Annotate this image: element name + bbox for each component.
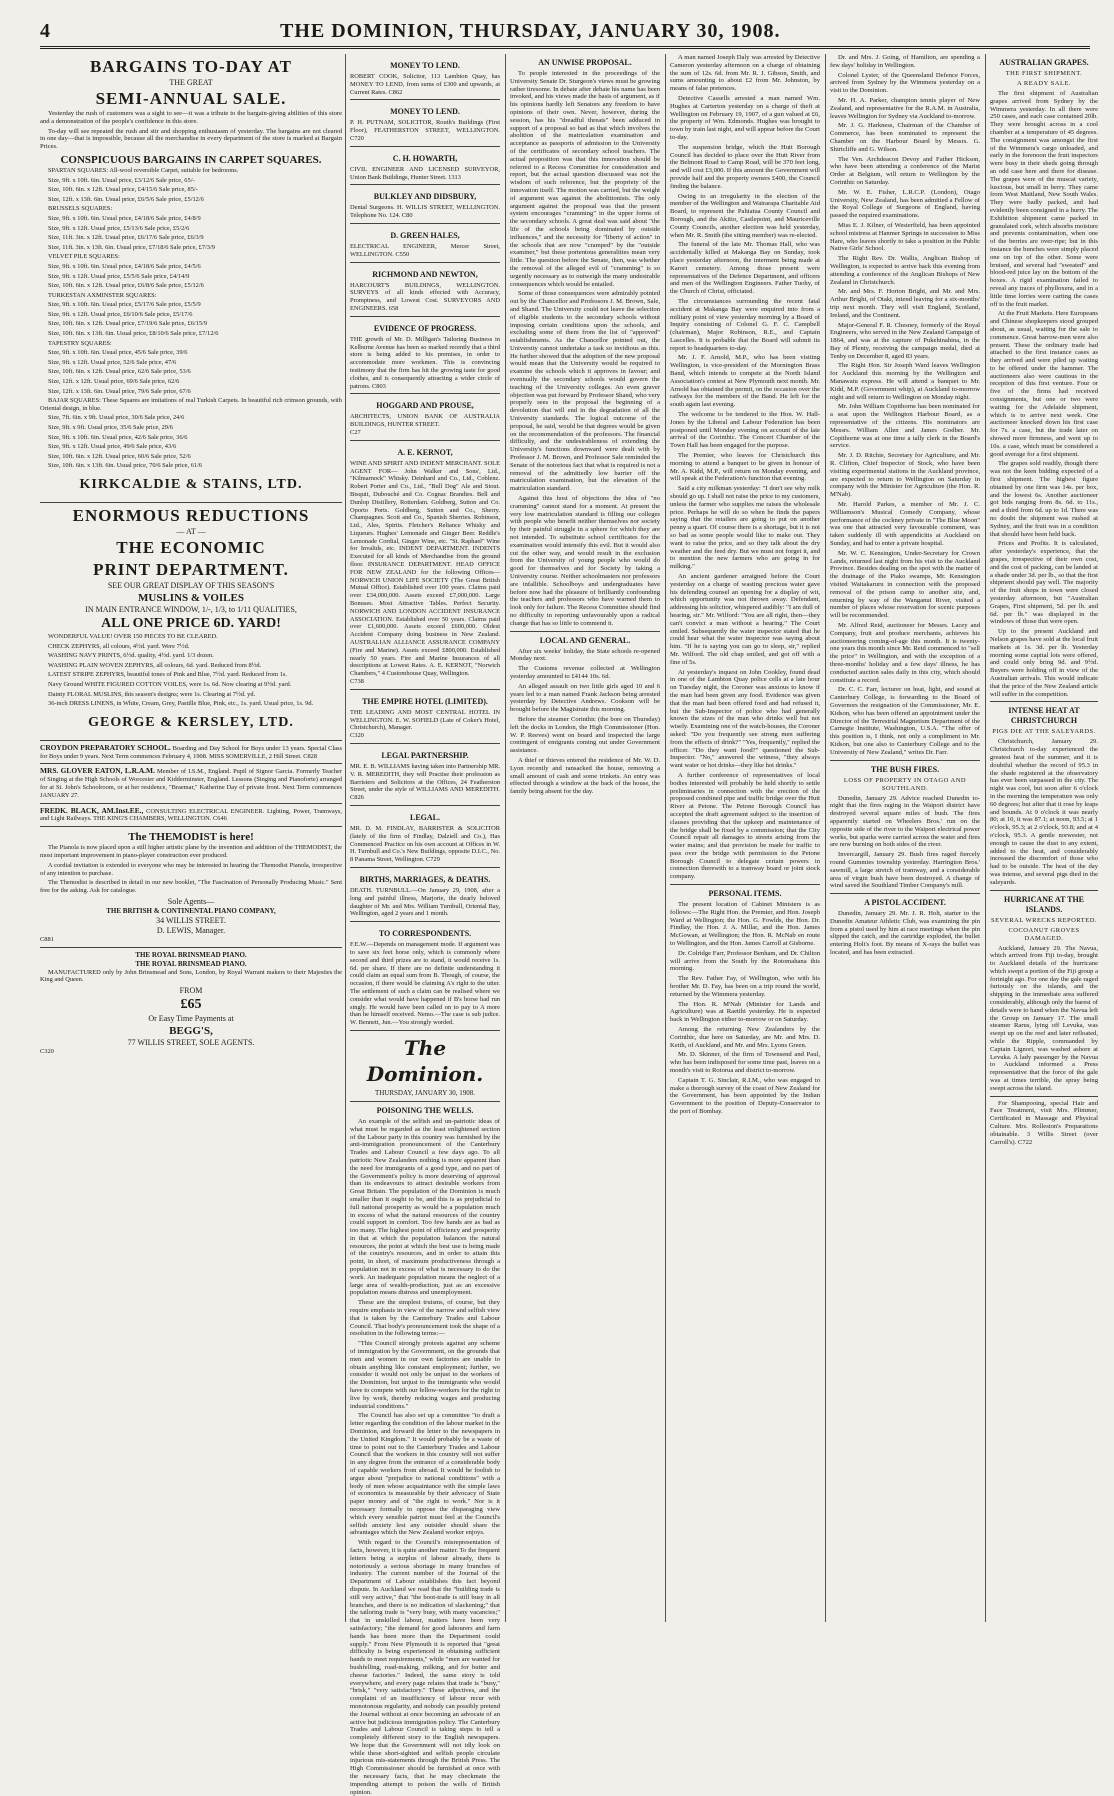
news-paragraph: A thief or thieves entered the residence of Mr. W. D. Lyon recently and ransacked the house, removing a small amount of cash and some trinkets. An entry was effected through a window at the back of the house, the family being absent for the day. xyxy=(510,756,660,796)
masthead xyxy=(40,20,1090,49)
price-line: Size, 12ft. x 13ft. 6in. Usual price, 79/6 Sale price, 67/6 xyxy=(48,387,191,395)
newspaper-nameplate: The Dominion. xyxy=(366,1035,484,1086)
classified-ad xyxy=(350,100,500,146)
classified-ad xyxy=(350,263,500,317)
news-paragraph: Owing to an irregularity in the election of the member of the Wellington and Wairarapa Charitable Aid Board, to represent the Pahiatua County Council and Borough, and the Akitio, Castlepoint, and Mauriceville County Councils, another election was held yesterday, when Mr. R. Smith (the sitting member) was re-elected. xyxy=(670,192,820,239)
news-paragraph: At yesterday's inquest on John Cookley, found dead in one of the Lambton Quay police cells at a late hour on Tuesday night, the Coroner was anxious to know if the man had been given any food. Evidence was given that the man had been offered food and had refused it, but the Sub-Inspector of police who had generally known the sizes of the man who drinks well but not wisely. Examining one of the watch-houses, the Coroner asked: "Do you frequently see strong men suffering from the effects of drink?" "Yes, frequently," replied the officer. "Do they want food?" questioned the Sub-Inspector. "No," answered the witness, "they always want water or hot drinks—they like hot drinks." xyxy=(670,668,820,770)
article-paragraph: Up to the present Auckland and Nelson grapes have sold at the local fruit markets at 1s. 3d. per lb. Yesterday morning some capital lots were offered, and could only bring 9d. and 9½d. Buyers were holding off in view of the Australian arrivals. This would indicate that the price of the New Zealand article will suffer in the competition. xyxy=(990,628,1098,698)
ad-body: P. H. PUTNAM, SOLICITOR, Routh's Buildings (First Floor), FEATHERSTON STREET, WELLINGTON. C720 xyxy=(350,119,500,142)
price-line: Size, 9ft. x 12ft. Usual price, £5/13/6 Sale price, £5/2/6 xyxy=(48,224,190,232)
classified-ad xyxy=(350,394,500,440)
price-line: Size, 12ft. x 13ft. 6in. Usual price, £6/5/6 Sale price, £5/12/6 xyxy=(48,195,204,203)
black-engineer-ad xyxy=(40,804,342,828)
price-line: Size, 9ft. x 10ft. 6in. Usual price, 45/6 Sale price, 39/6 xyxy=(48,349,188,357)
classified-ads xyxy=(350,54,500,1031)
price-line: Size, 11ft. 3in. x 13ft. 6in. Usual price, £7/18/6 Sale price, £7/3/9 xyxy=(48,243,215,251)
classified-ad xyxy=(350,922,500,1031)
price-line: TAPESTRY SQUARES: xyxy=(48,339,112,347)
price-line: VELVET PILE SQUARES: xyxy=(48,253,120,261)
price-line: Size, 11ft. 3in. x 12ft. Usual price, £6/17/6 Sale price, £6/3/9 xyxy=(48,234,204,242)
ad-heading: THE EMPIRE HOTEL (LIMITED). xyxy=(362,696,488,706)
ad-heading: BIRTHS, MARRIAGES, & DEATHS. xyxy=(359,874,491,884)
price-line: 36-inch DRESS LINENS, in White, Cream, Grey, Pastille Blue, Pink, etc., 1s. yard. Usual price, 1s. 9d. xyxy=(48,700,314,708)
ad-body: HARCOURT'S BUILDINGS, WELLINGTON. SURVEYS of all kinds effected with Accuracy, Promptness, and Lowest Cost. SURVEYORS AND ENGINEERS. 658 xyxy=(350,281,500,312)
article-subheading: THE FIRST SHIPMENT. xyxy=(1005,70,1083,77)
editorial-body xyxy=(350,1118,500,1796)
personal-paragraph: Colonel Lyster, of the Queensland Defence Forces, arrived from Sydney by the Wimmera yesterday on a visit to the Dominion. xyxy=(830,71,980,95)
personal-paragraph: Mr. and Mrs. F. Horton Bright, and Mr. and Mrs. Arthur Bright, of Otaki, intend leaving for a six-months' trip next month. They will visit England, Scotland, Ireland, and the Continent. xyxy=(830,288,980,319)
article-heading: HURRICANE AT THE ISLANDS. xyxy=(1003,894,1085,914)
price-line: Navy Ground WHITE FIGURED COTTON VOILES, were 1s. 6d. Now clearing at 9½d. yard. xyxy=(48,680,292,688)
ad-heading: MRS. GLOVER EATON, L.R.A.M. xyxy=(40,766,155,776)
price-line: BAJAR SQUARES: These Squares are imitations of real Turkish Carpets. In beautiful rich crimson grounds, with Oriental design, in blue. xyxy=(40,397,342,412)
ad-agents: Sole Agents— xyxy=(167,896,215,906)
classified-ad xyxy=(350,147,500,186)
article-paragraph: Dunedin, January 29. Mr. J. R. Holt, starter to the Dunedin Amateur Athletic Club, was examining the pin from a pistol used by him at race meetings when the pin slipped the catch, and the cartridge exploded, the bullet entering Holt's foot. By means of X-rays the bullet was located, and has been extracted. xyxy=(830,910,980,957)
ad-heading: C. H. HOWARTH, xyxy=(392,153,458,163)
price-line: Size, 10ft. 6in. x 13ft. 6in. Usual price, 70/6 Sale price, 61/6 xyxy=(48,462,203,470)
personal-items-cont xyxy=(830,54,980,757)
ad-body: MR. E. B. WILLIAMS having taken into Partnership MR. V. R. MEREDITH, they will Practise their profession as Barristers and Solicitors at the Offices, 24 Featherston Street, under the style of WILLIAMS AND MEREDITH. C826 xyxy=(350,763,500,802)
ad-title: THE ROYAL BRINSMEAD PIANO. xyxy=(135,950,247,959)
croydon-school-ad xyxy=(40,741,342,765)
article-subheading: LOSS OF PROPERTY IN OTAGO AND SOUTHLAND. xyxy=(843,776,967,792)
ad-paragraph: The Pianola is now placed upon a still higher artistic plane by the invention and addition of the THEMODIST, the most important improvement in piano-player construction ever produced. xyxy=(40,844,342,859)
ad-code: C320 xyxy=(350,732,364,740)
ad-heading: LEGAL PARTNERSHIP. xyxy=(381,751,469,761)
personal-paragraph: Mr. John William Copithorne has been nominated for a seat upon the Wellington Harbour Board, as a representative of the citizens. His nominators are Messrs. William Allen and James Godber. Mr. Copithorne was at one time a tally clerk in the Board's service. xyxy=(830,403,980,450)
ad-the: THE GREAT xyxy=(169,78,213,87)
news-paragraph: The welcome to be tendered to the Hon. W. Hall-Jones by the Liberal and Labour Federation has been postponed until Monday evening on account of the late arrival of the Corinthic. The Concert Chamber of the Town Hall has been engaged for the purpose. xyxy=(670,411,820,450)
column-rule xyxy=(345,54,346,1622)
personal-paragraph: Mr. W. E. Fisher, L.R.C.P. (London), Otago University, New Zealand, has been admitted a Fellow of the Royal College of Surgeons of England, having passed the required examinations. xyxy=(830,188,980,220)
article-body xyxy=(990,90,1098,698)
article-heading: A PISTOL ACCIDENT. xyxy=(864,898,946,908)
article-paragraph: To people interested in the proceedings of the University Senate Dr. Sturgeon's views must be growing rather tiresome. In debate after debate his name has been invoked, and his views made the basis of argument, as if his opinions hardly left Senators any freedom to have opinions of their own. Never, however, during the session, has his "dreadful threats" been adduced in support of a proposal so bad as that which involves the abolition of the matriculation examination and acceptance as passports of admission to the University of the certificates of secondary school teachers. The actual proposition was that this innovation should be referred to a Recess Committee for consideration and report, but the actual question discussed was not the wisdom of such reference, but the propriety of the innovation itself. The motion was carried, but the weight of argument was against the abolitionists. The only argument against the proposal was that the present system encourages "cramming" in the upper forms of the secondary schools. A great deal was said about "the life of the schools being dominated by outside influences," and the necessity for "liberty of action" in the schools that are now "cramped" by the "outside examiner," but these portentous generalities mean very little. The question before the Senate, then, was whether the removal of the alleged evil of "cramming" is so urgently necessary as to outweigh the many undesirable consequences which would be entailed. xyxy=(510,70,660,288)
classified-ad xyxy=(350,54,500,100)
ad-code: C646 xyxy=(213,815,227,823)
firm-name: GEORGE & KERSLEY, LTD. xyxy=(88,714,294,730)
column-6 xyxy=(990,54,1098,1622)
article-heading: AUSTRALIAN GRAPES. xyxy=(999,58,1089,67)
ad-heading: FREDK. BLACK, AM.Inst.EE., xyxy=(40,805,144,815)
article-paragraph: Auckland, January 29. The Navua, which arrived from Fiji to-day, brought to Auckland details of the hurricane which swept a portion of the Fiji group a fortnight ago. For one day the gale raged furiously on the islands, and the shipping in the immediate area suffered considerably, although only the barest of details were to hand when the Navua left the Group on January 17. The small steamer Rarus, lying off Levuka, was swept up on the reef and later refloated, while the Ripple, commanded by Captain Lignori, was washed ashore at Levuka. A lady passenger by the Navua to Auckland informed a Press representative that the force of the gale was at times terrible, the spray being swept across the island. xyxy=(990,944,1098,1092)
ad-body: ARCHITECTS, UNION BANK OF AUSTRALIA BUILDINGS, HUNTER STREET. xyxy=(350,413,500,429)
ad-paragraph: The Themodist is described in detail in our new booklet, "The Fascination of Personally Producing Music." Sent free for the asking. Ask for catalogue. xyxy=(40,879,342,895)
article-paragraph: Invercargill, January 29. Bush fires raged fiercely round Gummies township yesterday. Harrington Bros.' sawmill, a large stretch of tramway, and a considerable area of virgin bush have been destroyed. A change of wind saved the Southland Timber Company's mill. xyxy=(830,851,980,890)
editorial-paragraph: With regard to the Council's misrepresentation of facts, however, it is quite another matter. To the frequent letters being a surplus of labour already, there is notoriously a serious shortage in many branches of industry. The current number of the Journal of the Department of Labour establishes this fact beyond dispute. In Auckland we read that the "building trade is still very active," that "the boot-trade is still busy in all branches, and there is no indication of slackening;" that the tailoring trade is "very busy, with many vacancies;" that in unskilled labour, matters have been very satisfactory; "the demand for good labourers and farm hands has been more than the Department could supply." From New Plymouth it is reported that "great difficulty is being experienced in obtaining sufficient hands to meet requirements," while "men are wanted for bushfelling, road-making, milking, and for butter and cheese factories." Indeed, the same story is told everywhere, and every page relates that trade is "busy," "brisk," "very satisfactory." These adjectives, and the complaint of an insufficiency of labour recur with monotonous regularity, and nobody can possibly pretend the Journal without at once becoming an advocate of an active but judicious immigration policy. The Canterbury Trades and Labour Council is taking steps to tell a completely different story to the English newspapers. We hope that the Government will not idly look on while these short-sighted and selfish people circulate injurious mis-statements through the British Press. The High Commissioner should be furnished at once with the necessary facts, that he may checkmate the impending attempt to poison the wells of British opinion. xyxy=(350,1539,500,1796)
ad-code: C738 xyxy=(350,678,364,686)
price-list xyxy=(40,633,342,708)
news-paragraph: Said a city milkman yesterday: "I don't see why milk should go up. I shall not raise the price to my customers, unless the farmer who supplies me raises the wholesale price. Perhaps he will do so when he finds the papers saying that the retailers are going to put on another penny a quart. Of course there is a shortage, but it is not so bad as some people would like to make out. They want to raise the price, and so they talk about the dry weather and the feed dry. But we must not forget it, and to mention the new farmers who are going in for milking." xyxy=(670,485,820,571)
article-subheading: SEVERAL WRECKS REPORTED. xyxy=(990,916,1098,924)
price-line: Size, 9ft. x 10ft. 6in. Usual price, £3/12/6 Sale price, 65/- xyxy=(48,176,195,184)
price-line: Size, 10ft. 6in. x 12ft. Usual price, 60/6 Sale price, 52/6 xyxy=(48,452,191,460)
ad-heading: MUSLINS & VOILES xyxy=(138,591,244,604)
price-line: Size, 10ft. 6in. x 12ft. Usual price, £6/8/6 Sale price, £5/12/6 xyxy=(48,282,204,290)
ad-heading: CONSPICUOUS BARGAINS IN CARPET SQUARES. xyxy=(60,153,322,166)
personal-paragraph: Mr. J. G. Harkness, Chairman of the Chamber of Commerce, has been nominated to represent the Chamber on the Harbour Board by Messrs. G. Shirtcliffe and G. Wilson. xyxy=(830,122,980,153)
ad-code: C320 xyxy=(40,1048,54,1056)
ad-subtitle-2: PRINT DEPARTMENT. xyxy=(93,559,289,579)
ad-heading: CROYDON PREPARATORY SCHOOL. xyxy=(40,742,171,752)
editorial-heading: POISONING THE WELLS. xyxy=(376,1105,474,1115)
news-paragraph: The suspension bridge, which the Hutt Borough Council has decided to place over the Hutt River from the Belmont Road to Camp Road, will be 370 feet long, and will cost £3,000. If this amount the Government will provide half and the property owners £400, the Council finding the balance. xyxy=(670,143,820,190)
ad-subtitle: THE ECONOMIC xyxy=(116,537,266,557)
article-heading: AN UNWISE PROPOSAL. xyxy=(538,58,632,67)
personal-paragraph: Dr. Colridge Farr, Professor Benham, and Dr. Chilton will arrive from the South by the Rotomahana this morning. xyxy=(670,949,820,973)
ad-paragraph: To-day will see repeated the rush and stir and shopping enthusiasm of yesterday. The bargains are not cleared in one day—that is impossible, because all the merchandise in every department of the store is marked at Bargain Prices. xyxy=(40,127,342,151)
ad-body: Member of I.S.M., England. Pupil of Signor Garcia. Formerly Teacher of Singing at the High Schools of Worcester and Kidderminster, England. Lessons (Singing and Pianoforte) arranged for at St. John's Schoolroom, or at her residence, "Braemar," Katherine Day of private front. Next Term commences JANUARY 27. xyxy=(40,768,342,799)
ad-body: Dental Surgeons. H. WILLIS STREET, WELLINGTON. Telephone No. 124. C80 xyxy=(350,204,500,220)
personal-paragraph: The Ven. Archdeacon Devoy and Father Hickson, who have been attending a conference of the Marist Order at Belgium, will return to Wellington by the Corinthic on Saturday. xyxy=(830,155,980,186)
article-heading: THE BUSH FIRES. xyxy=(870,764,940,774)
themodist-ad xyxy=(40,827,342,948)
price-line: Size, 9ft. x 10ft. 6in. Usual price, £4/18/6 Sale price, £4/8/9 xyxy=(48,214,201,222)
personal-paragraph: Among the returning New Zealanders by the Corinthic, due here on Saturday, are Mr. and Mrs. D. Keith, of Auckland, and Mr. and Mrs. Lyons Green. xyxy=(670,1026,820,1049)
price-line: BRUSSELS SQUARES: xyxy=(48,205,113,213)
ad-window-text: IN MAIN ENTRANCE WINDOW, 1/-, 1/3, to 1/11 QUALITIES, xyxy=(85,604,297,614)
article-paragraph: At the Fruit Markets. Here Europeans and Chinese shopkeepers stood grouped about, as usual, waiting for the sale to commence. Great barrow-men were also present. These the ordinary trade had attached to the first instance cases as they arrived and were piled up waiting to be offered under the hammer. The auctioneers also were cautious in the reception of this first venture. Four or five of the firms had received consignments, but one or two were waiting for the Adelaide shipment, which is to arrive next week. One auctioneer knocked down his first case for 7s. a case, but the trade later on showed more firmness, and went up to 10s. a case, which must be considered a good average for a first shipment. xyxy=(990,310,1098,458)
news-paragraph: A man named Joseph Daly was arrested by Detective Cameron yesterday afternoon on a charge of obtaining the sum of 12s. 6d. from Mr. R. J. Gibson, Smith, and sums amounting to about £2 from Mr. Johnston, by means of false pretences. xyxy=(670,54,820,93)
firm-address: 77 WILLIS STREET, SOLE AGENTS. xyxy=(127,1038,255,1048)
personal-paragraph: The Rev. Father Fay, of Wellington, who with his brother Mr. D. Fay, has been on a trip round the world, returned by the Wimmera yesterday. xyxy=(670,975,820,998)
ad-title: BARGAINS TO-DAY AT xyxy=(90,57,292,76)
personal-paragraph: Mr. Harold Parkes, a member of Mr. J. C. Williamson's Musical Comedy Company, whose performance of the cockney private in "The Blue Moon" was one that attracted very favourable comment, was taken suddenly ill with appendicitis at Auckland on Sunday, and had to enter a private hospital. xyxy=(830,501,980,548)
ad-body: WINE AND SPIRIT AND INDENT MERCHANT. SOLE AGENT FOR— John Walker and Sons', Ltd., "Kilmarnock" Whisky. Deinhard and Co., Ltd., Coblenz. Robert Porter and Co., Ltd., "Bull Dog" Ale and Stout. Bisquit, Dubouché and Co. Cognac Brandies. Bell and Dunlop Distillery, Rotterdam. Goldberg, Sutton and Co. Oporto Ports. Goldberg, Sutton and Co., Sherry. Champagnes. Scott and Co., Spanish Sherries. Robinson, Ltd., Ales, Spirits. Fletcher's Reliance Whisky and Liqueurs. Hughes' Lemonade and Ginger Beer. Reddle's Lemonade Cordial, Ginger Wine, etc. "St. Raphael" Wine for Invalids, etc. INDENT DEPARTMENT. INDENTS Executed for all kinds of Merchandise from the ground floor. INSURANCE DEPARTMENT. HEAD OFFICE FOR NEW ZEALAND for the following Offices— NORWICH UNION LIFE SOCIETY (The Great British Mutual Office). Established over 100 years. Claims paid over £34,000,000. Assets exceed £7,000,000. Large Bonuses. Most Attractive Tables. Perfect Security. NORWICH AND LONDON ACCIDENT INSURANCE ASSOCIATION. Established over 50 years. Claims paid over £1,600,000. Assets exceed £600,000. Oldest Accident Company doing business in New Zealand. AUSTRALIAN ALLIANCE ASSURANCE COMPANY (Fire and Marine). Assets exceed £800,000. Established nearly 50 years. Fire and Marine Insurances of all descriptions at Lowest Rates. A. E. KERNOT, "Norwich Chambers," 4 Customhouse Quay, Wellington. xyxy=(350,459,500,678)
ad-subtitle: SEMI-ANNUAL SALE. xyxy=(95,89,287,108)
classified-ad xyxy=(350,744,500,806)
ad-heading: A. E. KERNOT, xyxy=(397,447,453,457)
news-paragraph: Detective Cassells arrested a man named Wm. Hughes at Carterton yesterday on a charge of theft at Wellington on February 19, 1907, of a gun valued at £6, the property of Wm. Edmonds. Hughes was brought to town by train last night, and will appear before the Court to-day. xyxy=(670,94,820,141)
article-subheading-2: COCOANUT GROVES DAMAGED. xyxy=(1008,926,1080,942)
ad-body: THE growth of Mr. D. Milligan's Tailoring Business in Kelburne Avenue has been so marked recently that a third store is being added to his premises, in order to accommodate more workmen. This is convincing testimony that the firm has hit the growing taste for good clothes, and is consequently attracting a wider circle of patrons. C803 xyxy=(350,335,500,390)
news-paragraph: An alleged assault on two little girls aged 10 and 6 years led to a man named Frank Jackson being arrested yesterday by Detective Andrews. Cookson will be brought before the Magistrate this morning. xyxy=(510,682,660,714)
price-list xyxy=(40,167,342,470)
price-line: Size, 9ft. x 10ft. 6in. Usual price, £5/17/6 Sale price, £5/5/9 xyxy=(48,301,201,309)
ad-body: MANUFACTURED only by John Brinsmead and Sons, London, by Royal Warrant makers to their Majesties the King and Queen. xyxy=(40,968,342,984)
article-paragraph: Against this host of objections the idea of "no cramming" cannot stand for a moment. At present the very low matriculation standard is filling our colleges with people who benefit neither themselves nor society by their painful struggle in a sphere for which they are not intended. To substitute school certificates for the examination would intensify this evil. But it would also cut the other way, and would result in the exclusion from the University of young people who would do good for themselves and for Society by taking a University course. Neither schoolmasters nor professors are infallible. Schoolboys and undergraduates have before now had the pleasure of brilliantly confounding the teachers and professors who have warned them to look only for failure. The Recess Committee should find no difficulty in reporting unfavourably upon a radical change that has so little to commend it. xyxy=(510,495,660,627)
news-paragraph: A further conference of representatives of local bodies interested will probably be held shortly to settle preliminaries in connection with the erection of the proposed combined pipe and traffic bridge over the Hutt River at Petone. The Petone Borough Council has accepted the draft agreement subject to the insertion of clauses providing that the upkeep and maintenance of the bridge shall be fixed by a commission; that the City Council repair all damages to streets arising from the water mains; and that provision be made for traffic to pass over the bridge with permission to the Petone Borough Council to delegate certain powers in connection therewith to a tramway board or joint stock company. xyxy=(670,771,820,881)
personal-paragraph: Major-General F. R. Chesney, formerly of the Royal Engineers, who served in the New Zealand Campaign of 1864, and was at the capture of Pukehinahina, in the Bay of Plenty, receiving the campaign medal, died at Tenby on December 8, aged 83 years. xyxy=(830,321,980,360)
article-subheading: PIGS DIE AT THE SALEYARDS. xyxy=(992,728,1096,736)
firm-name: KIRKCALDIE & STAINS, LTD. xyxy=(79,476,303,492)
personal-paragraph: Mr. Alfred Reid, auctioneer for Messrs. Lacey and Company, fruit and produce merchants, achieves his auctioneering coming-of-age this month. It is twenty-one years this month since Mr. Reid commenced to "sell the price" in Wellington, and with the exception of a three-months' holiday and a few days' illness, he has conducted auction sales daily in this city, which should constitute a record. xyxy=(830,621,980,684)
editorial-paragraph: The Council has also set up a committee "to draft a letter regarding the condition of the labour market in the Dominion, and forward the letter to the newspapers in the United Kingdom." It would probably be a waste of time to point out to the Canterbury Trades and Labour Council that the workers in this country will not suffer in any degree from the entrance of a considerable body of capable workers from abroad. It would be foolish to argue about "prejudice to national conditions" with a body of men whose acquaintance with the simple laws of economics is measurable by their advocacy of State paper money and of "the right to work." Nor is it necessary formally to oppose the disparaging view which every sensible patriot must feel at the Council's selfish anxiety lest any outsider should share the advantages which the New Zealand worker enjoys. xyxy=(350,1412,500,1537)
price-line: TURKESTAN AXMINSTER SQUARES: xyxy=(48,291,157,299)
personal-paragraph: Dr. C. C. Farr, lecturer on heat, light, and sound at Canterbury College, is forwarding to the Board of Governors the resignation of the Commissioner, Mr. E. Kidson, who has been offered an appointment under the Director of the Terrestrial Magnetism Department of the Carnegie Institute, Washington, U.S.A. "The offer of this position is, I think, not only a compliment to Mr. Kidson, but one also to Canterbury College and to the University of New Zealand," writes Dr. Farr. xyxy=(830,686,980,756)
editorial-paragraph: These are the simplest truisms, of course, but they require emphasis in view of the narrow and selfish view that is taken by the Canterbury Trades and Labour Council. That body's pronouncement took the shape of a resolution in the following terms:— xyxy=(350,1299,500,1338)
ad-body: ELECTRICAL ENGINEER, Mercer Street, WELLINGTON. C550 xyxy=(350,242,500,258)
section-heading: PERSONAL ITEMS. xyxy=(708,889,782,899)
classified-ad xyxy=(350,185,500,224)
ad-title-2: THE ROYAL BRINSMEAD PIANO. xyxy=(135,959,247,968)
ad-price: £65 xyxy=(180,997,202,1013)
personal-paragraph: The Right Hon. Sir Joseph Ward leaves Wellington for Auckland this morning by the Wellington and Manawatu express. He will attend a banquet to Mr. Kidd, M.P. (Government whip), at Auckland to-morrow night and will return to Wellington on Monday night. xyxy=(830,362,980,401)
personal-items xyxy=(670,901,820,1116)
firm-name: BEGG'S, xyxy=(169,1025,213,1038)
personal-paragraph: The present location of Cabinet Ministers is as follows:—The Right Hon. the Premier, and Hon. Joseph Ward at Wellington; the Hon. G. Fowlds, the Hon. Dr. Findlay, the Hon. J. A. Millar, and the Hon. James McGowan, at Wellington; the Hon. R. McNab en route to Wellington, and the Hon. James Carroll at Gisborne. xyxy=(670,901,820,948)
firm-manager: D. LEWIS, Manager. xyxy=(156,925,226,935)
ad-code: C828 xyxy=(303,752,318,760)
price-line: Size, 12ft. x 12ft. Usual price, 69/6 Sale price, 62/6 xyxy=(48,378,180,386)
local-news-cont xyxy=(670,54,820,881)
personal-paragraph: Captain T. G. Sinclair, R.I.M., who was engaged to make a thorough survey of the coast of New Zealand for the Government, has been appointed by the Indian Government to the position of Deputy-Conservator to the port of Bombay. xyxy=(670,1076,820,1115)
ad-body: F.E.W.—Depends on management mode. If argument was to save six feet horse only, which is commonly where second and third prizes are to stand, it would receive 1s. 6d. per share. If there are no definite understanding it could claim an equal sum from B. Though, of course, the occasion, if there would be claiming A's right to the utter. The settlement of such a claim can be realised where we consider what would have happened if B's horse had run singly. He would have been called on to pay to A more than he himself received. Nemo.—The case is sub judice. W. Bennett, Jun.—You strongly worded. xyxy=(350,941,500,1027)
article-paragraph: Prices and Profits. It is calculated, after yesterday's experience, that the grapes, irrespective of their own cost, and the cost of packing, can be landed at a shade under 3d. per lb., so that the first shipment should pay well. The majority of the fruit shops in town were closed yesterday afternoon, but "Australian Grapes, First shipment, 5d. per lb. and 6d. per lb." was displayed in the windows of those that were open. xyxy=(990,540,1098,626)
column-rule xyxy=(505,54,506,1622)
page-number: 4 xyxy=(40,20,50,42)
ad-title: ENORMOUS REDUCTIONS xyxy=(72,505,310,525)
article-body xyxy=(510,70,660,628)
column-rule xyxy=(665,54,666,1622)
price-line: Dainty FLORAL MUSLINS, this season's designs; were 1s. Clearing at 7½d. yd. xyxy=(48,690,256,698)
column-5 xyxy=(830,54,980,1622)
news-paragraph: The Premier, who leaves for Christchurch this morning to attend a banquet to be given in honour of Mr. A. Kidd, M.P., will return on Monday evening, and will speak at the Federation's function that evening. xyxy=(670,452,820,483)
price-line: Size, 9ft. x 12ft. Usual price, 52/6 Sale price, 47/6 xyxy=(48,358,177,366)
editorial-paragraph: "This Council strongly protests against any scheme of immigration by the Government, on the grounds that men and women in our own factories are unable to obtain anything like constant employment; further, we consider it would not only be unjust to the workers of the Dominion, but unjust to the immigrants who would have to compete with our fellow-workers for the right to live by work, thereby reducing wages and producing industrial conditions." xyxy=(350,1340,500,1410)
advertisement: For Shampooing, special Hair and Face Treatment, visit Mrs. Plimmer, Certificated in Massage and Physical Culture. Mrs. Rolleston's Preparations obtainable. 3 Willis Street (over Carroll's). C722 xyxy=(990,1099,1098,1146)
personal-paragraph: Mr. W. C. Kensington, Under-Secretary for Crown Lands, returned last night from his visit to the Auckland Province. Besides dealing on the spot with the matter of the drainage of the Piako swamps, Mr. Kensington visited Waitakaruru in connection with the proposed removal of the prison camp to another site, and, returning by way of the Wanganui River, visited a number of places whose reservation for scenic purposes will be recommended. xyxy=(830,549,980,620)
ad-paragraph: Yesterday the rush of customers was a sight to see—it was a tribute to the bargain-giving abilities of this store and a demonstration of the people's confidence in this store. xyxy=(40,110,342,125)
price-line: WONDERFUL VALUE! OVER 150 PIECES TO BE CLEARED. xyxy=(48,632,218,640)
news-paragraph: An ancient gardener arraigned before the Court yesterday on a charge of wasting precious water gave his defending counsel an opening for a display of wit, which opportunity was not thrown away. Defendant, addressing his solicitor, whispered audibly: "I am dull of hearing, sir." Mr. Wilford: "You are all right, then—they can't convict a man without a hearing." The Court smiled. Subsequently the water inspector stated that he could hear what the water inspector was saying about him. "If he is saying you can go to sleep, sir," replied Mr. Wilford. The old chap smiled, and got off with a fine of 5s. xyxy=(670,573,820,666)
news-paragraph: The circumstances surrounding the recent fatal accident at Makanga Bay were enquired into from a military point of view yesterday morning by a Board of Inquiry consisting of Colonel G. F. C. Campbell (chairman), Major Robinson, R.E., and Captain Lascelles. It is probable that the Board will submit its report to headquarters to-day. xyxy=(670,297,820,352)
ad-at: — AT — xyxy=(176,526,206,536)
price-line: Size, 10ft. 6in. x 12ft. Usual price, 62/6 Sale price, 53/6 xyxy=(48,368,191,376)
ad-paragraph: A cordial invitation is extended to everyone who may be interested in hearing the Themodist Pianola, irrespective of any intention to purchase. xyxy=(40,861,342,877)
price-line: SPARTAN SQUARES: All-wool reversible Carpet, suitable for bedrooms. xyxy=(48,166,239,174)
article-heading: INTENSE HEAT AT CHRISTCHURCH xyxy=(1008,706,1080,726)
article-paragraph: The grapes sold readily, though there was not the keen bidding expected of a first shipment. The highest figure obtained by one firm was 14s. per box, and the lowest 6s. Another auctioneer got bids ranging from 8s. 6d. to 11s., and a third from 6d. up to 1d. There was no doubt the shipment was rushed at Sydney, and the fruit was in a condition that should have been held back. xyxy=(990,460,1098,538)
news-paragraph: Mr. J. F. Arnold, M.P., who has been visiting Wellington, is vice-president of the Mornington Brass Band, which intends to compete at the North Island Association's contest at New Plymouth next month. Mr. Arnold has obtained the permit, on the occasion over the railways for the members of the Band. He left for the south again last evening. xyxy=(670,354,820,409)
ad-terms: Or Easy Time Payments at xyxy=(148,1014,234,1024)
ad-code: C27 xyxy=(350,428,361,436)
column-rule xyxy=(825,54,826,1622)
kirkcaldie-ad xyxy=(40,54,342,503)
ad-heading: MONEY TO LEND. xyxy=(390,61,460,70)
economic-print-ad xyxy=(40,503,342,741)
eaton-ad xyxy=(40,764,342,803)
price-line: WASHING PLAIN WOVEN ZEPHYRS, all colours, 6d. yard. Reduced from 8½d. xyxy=(48,661,262,669)
editorial-date: THURSDAY, JANUARY 30, 1908. xyxy=(374,1088,476,1097)
article-subheading-2: A READY SALE. xyxy=(1016,80,1072,87)
news-paragraph: After six weeks' holiday, the State schools re-opened Monday next. xyxy=(510,647,660,663)
column-2 xyxy=(350,54,500,1796)
price-line: Size, 10ft. 6in. x 12ft. Usual price, £7/19/6 Sale price, £6/15/9 xyxy=(48,320,208,328)
classified-ad xyxy=(350,317,500,395)
personal-paragraph: Mr. H. A. Parker, champion tennis player of New Zealand, and representative for the R.A.M. in Australia, leaves Wellington for Sydney via Auckland to-morrow. xyxy=(830,96,980,120)
price-line: Size, 9ft. x 12ft. Usual price, £5/5/6 Sale price, £4/14/9 xyxy=(48,272,190,280)
article-paragraph: Christchurch, January 29. Christchurch to-day experienced the greatest heat of the summer, and it is doubtful whether the record of 95.3 in the shade registered at the observatory has ever been surpassed in the city. The night was cool, but soon after 6 o'clock in the morning the temperature was only 60 degrees; but after that it rose by leaps and bounds. At 9 o'clock it was nearly 80; at 10, it was 87.1; at noon, 93.5; at 1 o'clock, 95.3; at 2 o'clock, 93.8; and at 4 o'clock, 95.3. A gentle norwester, not enough to cause the dust to any extent, added to the heat, and considerably increased the discomfort of those who had to be outside. The heat of the day was intense, and several pigs died in the saleyards. xyxy=(990,738,1098,886)
ad-heading: BULKLEY AND DIDSBURY, xyxy=(373,192,477,202)
classified-ad xyxy=(350,441,500,690)
classified-ad xyxy=(350,224,500,263)
news-paragraph: Before the steamer Corinthic (the bore on Thursday) left the docks in London, the High Commissioner (Hon. W. P. Reeves) went on board and inspected the large contingent of emigrants coming out under Government assistance. xyxy=(510,715,660,755)
brinsmead-ad xyxy=(40,948,342,1059)
classified-ad xyxy=(350,690,500,744)
price-line: WASHING NAVY PRINTS, 6½d. quality, 4½d. yard. 1/3 dozen. xyxy=(48,652,214,660)
ad-body: Boarding and Day School for Boys under 13 years. Special Class for Boys under 9 years. Next Term commences February 4, 1908. MISS SOMERVILLE, 2 Hill Street. xyxy=(40,744,342,760)
ad-heading: RICHMOND AND NEWTON, xyxy=(372,269,478,279)
personal-paragraph: The Hon. R. M'Nab (Minister for Lands and Agriculture) was at Raetihi yesterday. He is expected back in Wellington either to-morrow or on Saturday. xyxy=(670,1000,820,1024)
ad-body: THE LEADING AND MOST CENTRAL HOTEL IN WELLINGTON. E. W. SOFIELD (Late of Coker's Hotel, Christchurch), Manager. xyxy=(350,708,500,732)
bush-fires-body xyxy=(830,795,980,891)
article-paragraph: Dunedin, January 29. Advice reached Dunedin to-night that the fires raging in the Waipori district have destroyed several square miles of bush. The fires apparently started on Wheelers Bros.' run on the opposite side of the river to the Waipori electrical power works, but sparks were carried across the water and fires are now burning on both sides of the river. xyxy=(830,794,980,849)
ad-price: ALL ONE PRICE 6D. YARD! xyxy=(101,615,281,631)
article-paragraph: Some of those consequences were admirably pointed out by the Chancellor and Professors J. M. Brown, Sale, and Shand. The University could not leave the selection of eligible students to the secondary schools without imposing certain conditions upon the schools, and excluding some of them from the list of "approved" establishments. As the Chancellor pointed out, the University cannot undertake a task so invidious as this. He further showed that the adoption of the new proposal would mean that the University would be required to examine the schools which it approves in favour; and eventually the secondary schools would govern the teaching of the University colleges. An even graver objection was put forward by Professor Shand, who very properly sees in the proposal the beginning of a devolution that will end in the degradation of all the University standards. The logical outcome of the proposal, he said, would be that degrees would be given on the recommendation of the professors. The financial difficulty, and the undesirableness of extending the University's functions downward were dealt with by Professor J. M. Brown, and Professor Sale reminded the Senate of the notorious fact that what is required is not a removal of the admittedly low barrier off the matriculation examination, but the elevation of the matriculation standard. xyxy=(510,290,660,493)
classified-ad xyxy=(350,806,500,868)
personal-paragraph: Mr. J. D. Ritchie, Secretary for Agriculture, and Mr. R. Clifton, Chief Inspector of Stock, who have been visiting experimental stations in the Auckland province, are expected to return to Wellington on Saturday in company with the Minister for Agriculture (the Hon. R. M'Nab). xyxy=(830,452,980,499)
personal-paragraph: Miss E. J. Kilner, of Westerfield, has been appointed school mistress at Hanmer Springs in succession to Miss Hare, who leaves shortly to take a position in the Public Native Girls' School. xyxy=(830,221,980,253)
price-line: Size, 7ft. 6in. x 9ft. Usual price, 30/6 Sale price, 24/6 xyxy=(48,414,185,422)
price-line: Size, 9ft. x 10ft. 6in. Usual price, £4/18/6 Sale price, £4/5/6 xyxy=(48,262,201,270)
local-news xyxy=(510,648,660,796)
ad-body: ROBERT COOK, Solicitor, 113 Lambton Quay, has MONEY TO LEND, from sums of £300 and upwards, at Current Rates. C862 xyxy=(350,73,500,96)
firm-name: THE BRITISH & CONTINENTAL PIANO COMPANY, xyxy=(106,906,276,915)
personal-paragraph: The Right Rev. Dr. Wallis, Anglican Bishop of Wellington, is expected to arrive back this evening from attending a conference of the Anglican Bishops of New Zealand in Christchurch. xyxy=(830,255,980,286)
ad-heading: HOGGARD AND PROUSE, xyxy=(376,401,474,411)
column-1 xyxy=(40,54,342,1622)
ad-body: DEATH. TURNBULL.—On January 29, 1908, after a long and painful illness, Marjorie, the dearly beloved daughter of Mr. and Mrs. William Turnbull, Oriental Bay, Wellington, aged 2 years and 1 month. xyxy=(350,886,500,918)
news-paragraph: The funeral of the late Mr. Thomas Hall, who was accidentally killed at Makanga Bay on Sunday, took place yesterday afternoon, the interment being made at Karori cemetery. Among those present were representatives of the Defence Department, and officers and men of the Wellington Engineers. Father Tuohy, of the Church of Christ, officiated. xyxy=(670,241,820,296)
price-line: Size, 9ft. x 12ft. Usual price, £6/10/6 Sale price, £5/17/6 xyxy=(48,310,193,318)
ad-heading: LEGAL. xyxy=(409,813,440,822)
section-heading: LOCAL AND GENERAL. xyxy=(539,635,631,645)
personal-paragraph: Dr. and Mrs. J. Going, of Hamilton, are spending a few days' holiday in Wellington. xyxy=(830,54,980,69)
price-line: LATEST STRIPE ZEPHYRS, beautiful tones of Pink and Blue, 7½d. yard. Reduced from 1s. xyxy=(48,671,287,679)
ad-heading: The THEMODIST is here! xyxy=(128,831,254,844)
personal-paragraph: Mr. D. Skinner, of the firm of Townsend and Paul, who has been indisposed for some time past, leaves on a month's visit to Rotorua and district to-morrow. xyxy=(670,1051,820,1075)
ad-body: CONSULTING ELECTRICAL ENGINEER. Lighting, Power, Tramways, and Light Railways. THE KING'S CHAMBERS, WELLINGTON. xyxy=(40,807,342,823)
ad-heading: EVIDENCE OF PROGRESS. xyxy=(373,323,477,333)
column-3 xyxy=(510,54,660,1622)
price-line: Size, 9ft. x 9ft. Usual price, 35/6 Sale price, 29/6 xyxy=(48,424,173,432)
price-line: Size, 10ft. 6in. x 12ft. Usual price, £4/15/6 Sale price, 85/- xyxy=(48,186,198,194)
ad-intro: SEE OUR GREAT DISPLAY OF THIS SEASON'S xyxy=(107,580,275,590)
ad-heading: MONEY TO LEND. xyxy=(390,107,460,117)
classified-ad xyxy=(350,868,500,922)
price-line: Size, 9ft. x 12ft. Usual price, 49/6 Sale price, 43/6 xyxy=(48,443,177,451)
price-line: CHECK ZEPHYRS, all colours, 4½d. yard. Were 7½d. xyxy=(48,642,190,650)
price-line: Size, 10ft. 6in. x 13ft. 6in. Usual price, £8/10/6 Sale price, £7/12/6 xyxy=(48,330,219,338)
ad-body: MR. D. M. FINDLAY, BARRISTER & SOLICITOR (lately of the firm of Findlay, Dalziell and Co.), Has Commenced Practice on his own account at Offices in W. H. Turnbull and Co.'s New Buildings, opposite D.I.C., No. 8 Panama Street, Wellington. C729 xyxy=(350,825,500,864)
ad-heading: TO CORRESPONDENTS. xyxy=(378,929,472,939)
editorial-paragraph: An example of the selfish and un-patriotic ideas of what must be regarded as the least enlightened section of the Labour party in this country was furnished by the anti-immigration pronouncement of the Canterbury Trades and Labour Council a few days ago. To all patriotic New Zealanders nothing is more apparent than the need for immigrants of a good type, and no part of the Government's policy is more deserving of approval than its endeavours to attract desirable workers from Great Britain. The population of the Dominion is much smaller than it ought to be, and this is as prejudicial to full national prosperity as would be a population much in excess of what the natural resources of the country could support in comfort. Too few hands are as bad as too many. The highest point of efficiency and prosperity in that at which the population balances the natural resources, the point at which the best use is being made of the country's resources, and in order to attain this point, in short, of maximum productiveness through a population not in excess of what is necessary to do the work. An inadequate population means the neglect of a large area of wealth-production, just as an excessive population means distress and unemployment. xyxy=(350,1117,500,1297)
ad-heading: D. GREEN HALES, xyxy=(390,230,460,240)
newspaper-masthead-title: THE DOMINION, THURSDAY, JANUARY 30, 1908. xyxy=(280,20,781,42)
column-rule xyxy=(985,54,986,1622)
news-paragraph: The Customs revenue collected at Wellington yesterday amounted to £4144 10s. 6d. xyxy=(510,665,660,680)
column-4 xyxy=(670,54,820,1622)
ad-code: C881 xyxy=(40,935,54,943)
price-line: Size, 9ft. x 10ft. 6in. Usual price, 42/6 Sale price, 36/6 xyxy=(48,433,188,441)
ad-from: FROM xyxy=(179,986,203,996)
ad-body: CIVIL ENGINEER AND LICENSED SURVEYOR, Union Bank Buildings, Hunter Street. 1313 xyxy=(350,165,500,181)
article-paragraph: The first shipment of Australian grapes arrived from Sydney by the Wimmera yesterday. In all there were 250 cases, and each case contained 20lb. They were brought across in a cool chamber at a temperature of 45 degrees. The consignment was amongst the first of the Wimmera's cargo unloaded, and early in the forenoon the fruit inspectors were busy in their sheds going through an odd case here and there for disease. The grapes were of the muscat variety, luscious, but small in berry. They came from West Maitland, New South Wales. They were badly packed, and had evidently been consigned in a hurry. The Exhibition shipment came packed in granulated cork, which absorbs moisture and prevents contamination, when one of the berries are over-ripe; but in this instance the bunches were simply placed one on top of the other. Some were bruised, and several had "sweated" and blood-red juice lay on the bottom of the boxes. A rigid examination failed to reveal any traces of phylloxera, and in a little time lorries were carting the cases off to the fruit market. xyxy=(990,90,1098,308)
firm-address: 34 WILLIS STREET. xyxy=(156,915,226,925)
